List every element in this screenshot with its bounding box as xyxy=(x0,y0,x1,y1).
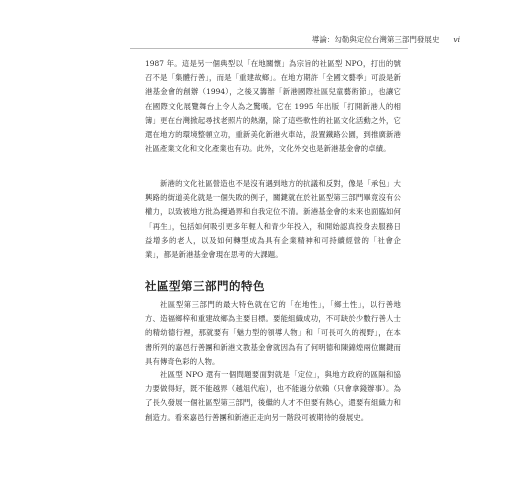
section-heading: 社區型第三部門的特色 xyxy=(145,279,265,293)
running-head xyxy=(60,32,460,46)
body-paragraph-2: 新港的文化社區營造也不是沒有遇到地方的抗議和反對，像是「承包」大興路的街道美化就是一個失敗的例子，關鍵就在於社區型第三部門畢竟沒有公權力，以致被地方批為擾過界和自我定位不清。新港基金會的未來也面臨如何「再生」，包括如何吸引更多年輕人和青少年投入，和開始認真投身去服務日益增多的老人，以及如何轉型成為具有企業精神和可持續經營的「社會企業」，都是新港基金會現在思考的大課題。 xyxy=(145,179,401,260)
body-paragraph-4: 社區型 NPO 還有一個問題要面對就是「定位」，與地方政府的區隔和協力要做得好，既不能越界（越俎代庖），也不能過分依賴（只會拿錢辦事）。為了長久發展一個社區型第三部門，後繼的人才不但要有熱心，還要有組織力和創造力。看來嘉邑行善團和新港正走向另一階段可被期待的發展史。 xyxy=(145,370,401,422)
body-paragraph-3: 社區型第三部門的最大特色就在它的「在地性」，「鄉土性」，以行善地方、造福鄉梓和重建故鄉為主要目標。要能組織成功，不可缺於少數行善人士的精幼德行裡，那就要有「魅力型的領導人物」和「可長可久的視野」，在本書所列的嘉邑行善團和新港文教基金會就因為有了何明德和陳錦煌兩位關鍵而具有傳奇色彩的人物。 xyxy=(145,300,401,366)
body-paragraph-1: 1987 年。這是另一個典型以「在地關懷」為宗旨的社區型 NPO，打出的號召不是「集體行善」，而是「重建故鄉」。在地方期許「全國文藝季」可設是新港基金會的創辦（1994），之後又籌辦「新港國際社區兒童藝術節」，也讓它在國際文化展覽舞台上令人為之驚嘆。它在 1995 年出版「打開新港人的相簿」更在台灣掀起尋找老照片的熱潮，除了這些軟性的社區文化活動之外，它還在地方的環境整頓立功，重新美化新港火車站，設置鐵路公園，到推廣新港社區產業文化和文化產業也有功。此外，文化外交也是新港基金會的卓績。 xyxy=(145,59,401,154)
header-rule xyxy=(130,48,408,49)
running-title: 導論：勾勒與定位台灣第三部門發展史 xyxy=(311,34,440,44)
page-number: vi xyxy=(453,34,460,44)
